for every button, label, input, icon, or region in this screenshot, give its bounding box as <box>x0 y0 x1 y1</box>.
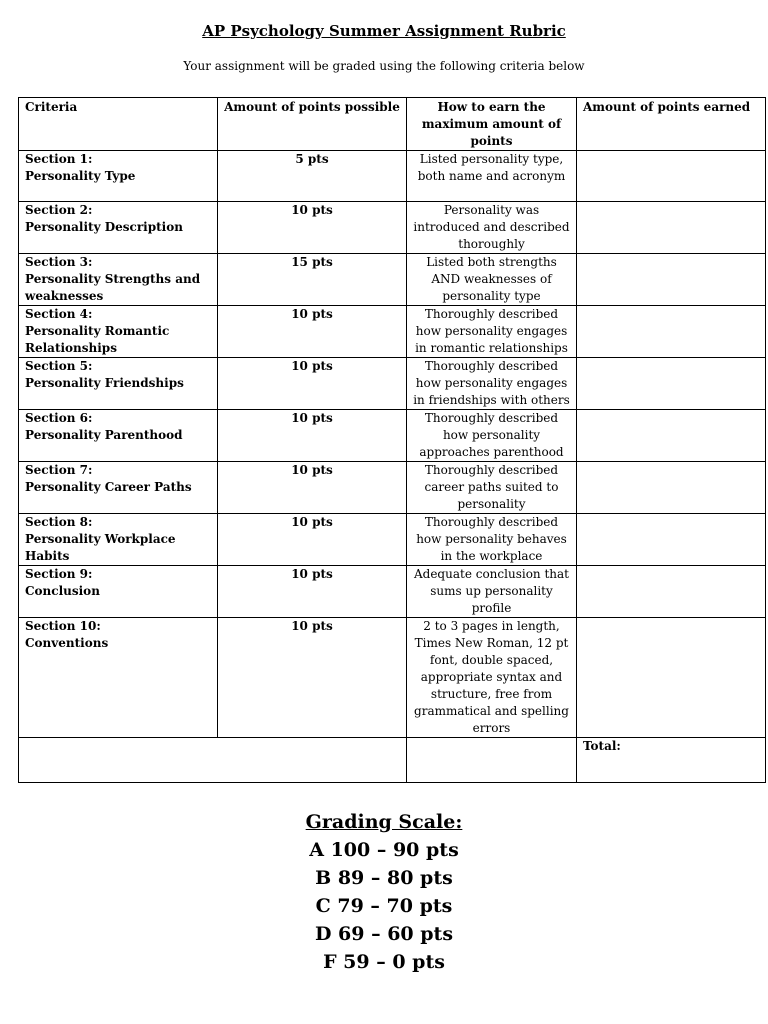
points-earned-cell[interactable] <box>577 462 766 514</box>
section-label: Section 1: <box>25 152 93 166</box>
how-to-earn-cell: Adequate conclusion that sums up personality profile <box>407 566 577 618</box>
grading-scale <box>0 808 768 976</box>
section-name: Personality Friendships <box>25 376 184 390</box>
section-name: Personality Workplace Habits <box>25 532 176 563</box>
section-label: Section 5: <box>25 359 93 373</box>
grade-d: D 69 – 60 pts <box>314 923 454 945</box>
how-to-earn-cell: Personality was introduced and described thoroughly <box>407 202 577 254</box>
table-row <box>19 202 766 254</box>
grade-f: F 59 – 0 pts <box>323 951 445 973</box>
how-to-earn-cell: Thoroughly described career paths suited to personality <box>407 462 577 514</box>
table-row <box>19 254 766 306</box>
section-label: Section 9: <box>25 567 93 581</box>
points-possible-cell: 10 pts <box>218 566 407 618</box>
criteria-cell <box>19 514 218 566</box>
how-to-earn-cell: Thoroughly described how personality engages in romantic relationships <box>407 306 577 358</box>
table-row <box>19 410 766 462</box>
points-earned-cell[interactable] <box>577 514 766 566</box>
total-blank-how-cell <box>407 738 577 783</box>
section-label: Section 4: <box>25 307 93 321</box>
points-earned-cell[interactable] <box>577 202 766 254</box>
grade-b: B 89 – 80 pts <box>315 867 453 889</box>
points-earned-cell[interactable] <box>577 410 766 462</box>
points-possible-cell: 10 pts <box>218 306 407 358</box>
criteria-cell <box>19 566 218 618</box>
criteria-cell <box>19 462 218 514</box>
rubric-table <box>18 97 766 783</box>
page-title: AP Psychology Summer Assignment Rubric <box>202 22 566 40</box>
total-row <box>19 738 766 783</box>
total-blank-cell <box>19 738 407 783</box>
points-earned-cell[interactable] <box>577 358 766 410</box>
points-earned-cell[interactable] <box>577 306 766 358</box>
points-possible-cell: 10 pts <box>218 202 407 254</box>
section-label: Section 3: <box>25 255 93 269</box>
header-how-to-earn: How to earn the maximum amount of points <box>407 98 577 151</box>
section-label: Section 10: <box>25 619 101 633</box>
section-label: Section 7: <box>25 463 93 477</box>
section-name: Personality Romantic Relationships <box>25 324 170 355</box>
how-to-earn-cell: Thoroughly described how personality engages in friendships with others <box>407 358 577 410</box>
points-possible-cell: 15 pts <box>218 254 407 306</box>
how-to-earn-cell: Thoroughly described how personality behaves in the workplace <box>407 514 577 566</box>
section-name: Conventions <box>25 636 109 650</box>
table-header-row <box>19 98 766 151</box>
points-possible-cell: 10 pts <box>218 462 407 514</box>
points-possible-cell: 10 pts <box>218 618 407 738</box>
header-points-possible: Amount of points possible <box>218 98 407 151</box>
how-to-earn-cell: Listed personality type, both name and acronym <box>407 151 577 202</box>
table-row <box>19 358 766 410</box>
how-to-earn-cell: Thoroughly described how personality approaches parenthood <box>407 410 577 462</box>
page-subtitle: Your assignment will be graded using the following criteria below <box>183 59 585 73</box>
points-earned-cell[interactable] <box>577 254 766 306</box>
section-name: Personality Strengths and weaknesses <box>25 272 201 303</box>
total-label: Total: <box>577 738 766 783</box>
table-row <box>19 514 766 566</box>
points-earned-cell[interactable] <box>577 566 766 618</box>
grading-scale-title: Grading Scale: <box>305 811 463 833</box>
section-name: Personality Career Paths <box>25 480 192 494</box>
points-possible-cell: 10 pts <box>218 358 407 410</box>
section-name: Conclusion <box>25 584 100 598</box>
criteria-cell <box>19 254 218 306</box>
criteria-cell <box>19 306 218 358</box>
table-row <box>19 306 766 358</box>
points-possible-cell: 5 pts <box>218 151 407 202</box>
points-earned-cell[interactable] <box>577 151 766 202</box>
points-possible-cell: 10 pts <box>218 410 407 462</box>
section-label: Section 6: <box>25 411 93 425</box>
table-row <box>19 618 766 738</box>
rubric-body <box>19 151 766 783</box>
how-to-earn-cell: 2 to 3 pages in length, Times New Roman, 12 pt font, double spaced, appropriate syntax and structure, free from grammatical and spelling errors <box>407 618 577 738</box>
header-criteria: Criteria <box>19 98 218 151</box>
section-label: Section 8: <box>25 515 93 529</box>
table-row <box>19 462 766 514</box>
section-label: Section 2: <box>25 203 93 217</box>
grade-c: C 79 – 70 pts <box>315 895 453 917</box>
grade-a: A 100 – 90 pts <box>309 839 459 861</box>
criteria-cell <box>19 358 218 410</box>
section-name: Personality Description <box>25 220 183 234</box>
criteria-cell <box>19 618 218 738</box>
criteria-cell <box>19 410 218 462</box>
section-name: Personality Type <box>25 169 136 183</box>
points-earned-cell[interactable] <box>577 618 766 738</box>
criteria-cell <box>19 202 218 254</box>
table-row <box>19 151 766 202</box>
points-possible-cell: 10 pts <box>218 514 407 566</box>
header-points-earned: Amount of points earned <box>577 98 766 151</box>
section-name: Personality Parenthood <box>25 428 183 442</box>
table-row <box>19 566 766 618</box>
how-to-earn-cell: Listed both strengths AND weaknesses of personality type <box>407 254 577 306</box>
criteria-cell <box>19 151 218 202</box>
